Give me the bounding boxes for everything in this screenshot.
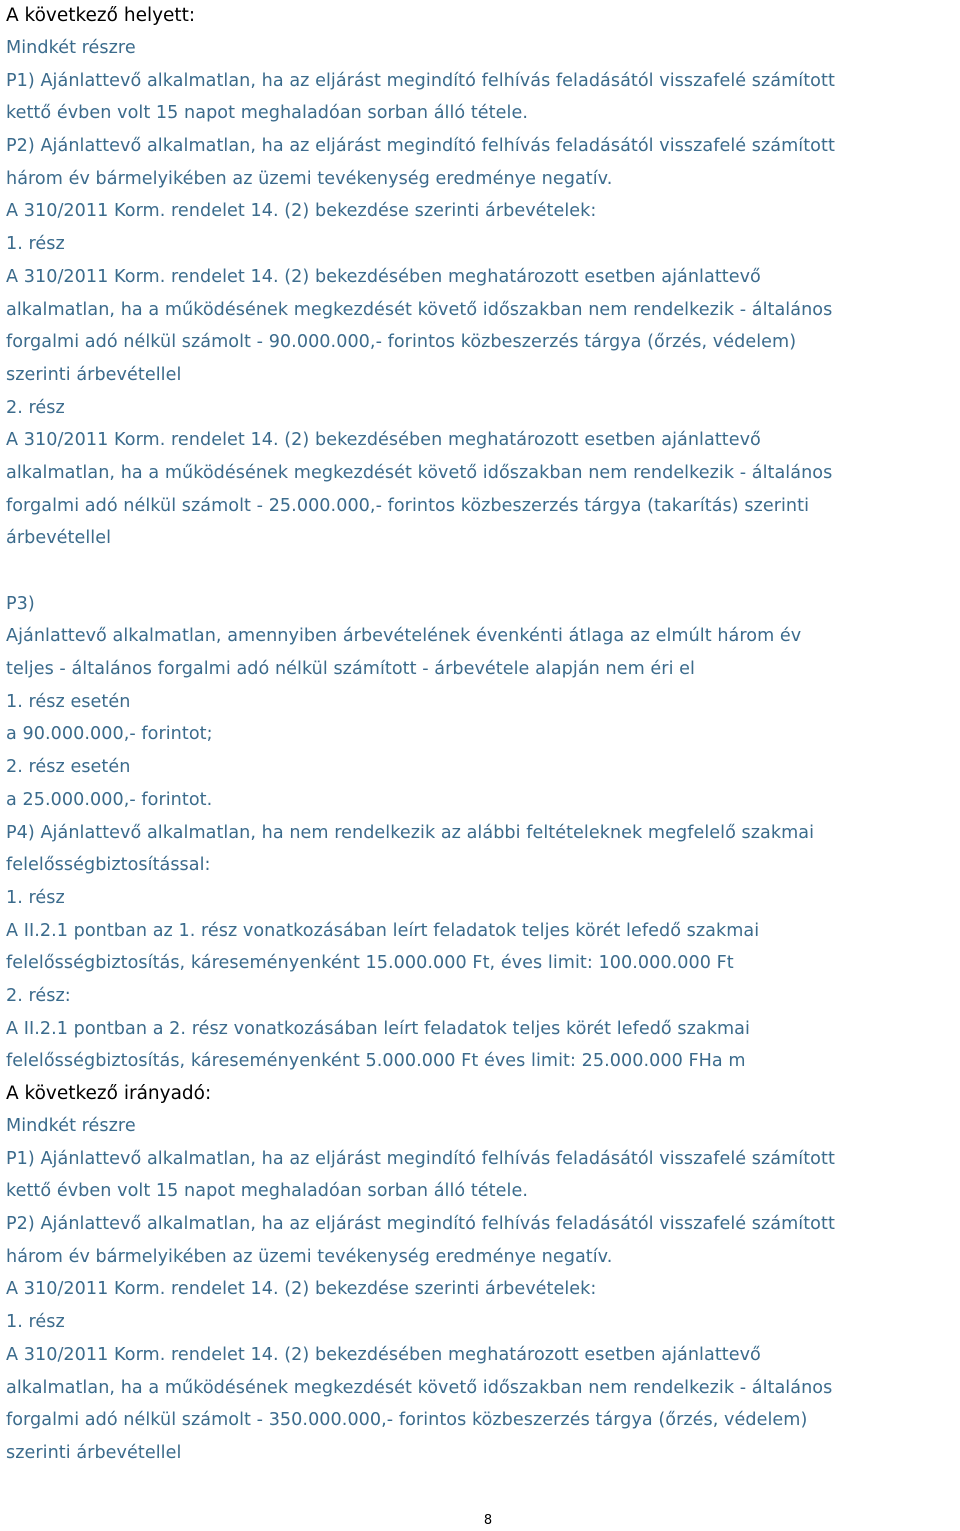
text-line: alkalmatlan, ha a működésének megkezdését követő időszakban nem rendelkezik - általános <box>6 299 833 320</box>
section2-body <box>6 1110 956 1470</box>
text-line: Mindkét részre <box>6 38 136 58</box>
text-line: A II.2.1 pontban a 2. rész vonatkozásában leírt feladatok teljes körét lefedő szakmai <box>6 1018 750 1039</box>
paragraph-gap <box>6 555 956 588</box>
text-line: forgalmi adó nélkül számolt - 350.000.000,- forintos közbeszerzés tárgya (őrzés, védelem) <box>6 1410 808 1431</box>
text-line: A 310/2011 Korm. rendelet 14. (2) bekezdése szerinti árbevételek: <box>6 201 597 222</box>
text-line: 1. rész <box>6 1312 65 1333</box>
text-line: 2. rész: <box>6 985 71 1006</box>
text-line: A 310/2011 Korm. rendelet 14. (2) bekezdésében meghatározott esetben ajánlattevő <box>6 1344 761 1365</box>
text-line: A 310/2011 Korm. rendelet 14. (2) bekezdésében meghatározott esetben ajánlattevő <box>6 430 761 451</box>
page-number: 8 <box>483 1513 493 1528</box>
text-line: árbevétellel <box>6 528 112 549</box>
text-line: alkalmatlan, ha a működésének megkezdését követő időszakban nem rendelkezik - általános <box>6 462 833 483</box>
section1-body <box>6 32 956 1078</box>
text-line: forgalmi adó nélkül számolt - 90.000.000,- forintos közbeszerzés tárgya (őrzés, védelem) <box>6 332 797 353</box>
text-line: felelősségbiztosítással: <box>6 855 211 876</box>
text-line: 1. rész esetén <box>6 691 131 712</box>
text-line: három év bármelyikében az üzemi tevékenység eredménye negatív. <box>6 1246 613 1267</box>
text-line: Ajánlattevő alkalmatlan, amennyiben árbevételének évenkénti átlaga az elmúlt három év <box>6 626 802 647</box>
text-line: 1. rész <box>6 887 65 908</box>
text-line: három év bármelyikében az üzemi tevékenység eredménye negatív. <box>6 168 613 189</box>
text-line: forgalmi adó nélkül számolt - 25.000.000,- forintos közbeszerzés tárgya (takarítás) szerinti <box>6 495 810 516</box>
text-line: P3) <box>6 593 35 614</box>
section-heading-governing: A következő irányadó: <box>6 1083 212 1104</box>
text-line: P2) Ajánlattevő alkalmatlan, ha az eljárást megindító felhívás feladásától visszafelé számított <box>6 136 835 157</box>
text-line: Mindkét részre <box>6 1116 136 1136</box>
text-line: 1. rész <box>6 234 65 255</box>
text-line: kettő évben volt 15 napot meghaladóan sorban álló tétele. <box>6 1181 528 1202</box>
text-line: A 310/2011 Korm. rendelet 14. (2) bekezdése szerinti árbevételek: <box>6 1279 597 1300</box>
text-line: szerinti árbevétellel <box>6 1442 182 1463</box>
text-line: szerinti árbevétellel <box>6 364 182 385</box>
text-line: 2. rész <box>6 397 65 418</box>
text-line: P1) Ajánlattevő alkalmatlan, ha az eljárást megindító felhívás feladásától visszafelé számított <box>6 70 835 91</box>
document-page <box>6 0 956 1470</box>
section-heading-replace: A következő helyett: <box>6 5 196 26</box>
text-line: P2) Ajánlattevő alkalmatlan, ha az eljárást megindító felhívás feladásától visszafelé számított <box>6 1214 835 1235</box>
text-line: a 90.000.000,- forintot; <box>6 724 213 745</box>
text-line: A 310/2011 Korm. rendelet 14. (2) bekezdésében meghatározott esetben ajánlattevő <box>6 266 761 287</box>
text-line: teljes - általános forgalmi adó nélkül számított - árbevétele alapján nem éri el <box>6 659 695 680</box>
text-line: a 25.000.000,- forintot. <box>6 789 213 810</box>
text-line: A II.2.1 pontban az 1. rész vonatkozásában leírt feladatok teljes körét lefedő szakmai <box>6 920 760 941</box>
text-line: kettő évben volt 15 napot meghaladóan sorban álló tétele. <box>6 103 528 124</box>
text-line: 2. rész esetén <box>6 757 131 778</box>
text-line: P4) Ajánlattevő alkalmatlan, ha nem rendelkezik az alábbi feltételeknek megfelelő szakmai <box>6 822 815 843</box>
text-line: P1) Ajánlattevő alkalmatlan, ha az eljárást megindító felhívás feladásától visszafelé számított <box>6 1148 835 1169</box>
text-line: felelősségbiztosítás, káreseményenként 5.000.000 Ft éves limit: 25.000.000 FHa m <box>6 1051 746 1072</box>
text-line: felelősségbiztosítás, káreseményenként 15.000.000 Ft, éves limit: 100.000.000 Ft <box>6 953 734 974</box>
text-line: alkalmatlan, ha a működésének megkezdését követő időszakban nem rendelkezik - általános <box>6 1377 833 1398</box>
